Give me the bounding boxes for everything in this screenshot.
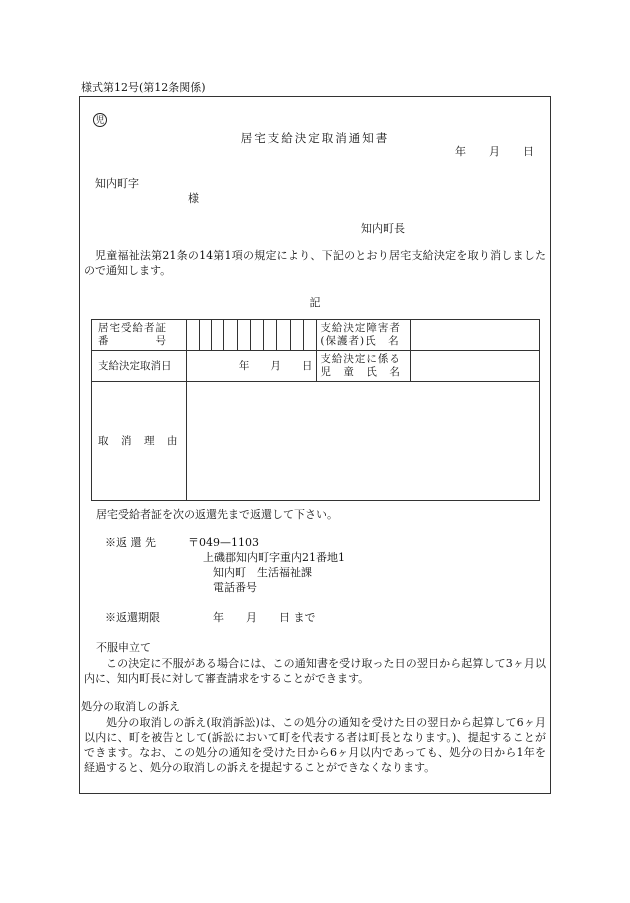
details-table <box>91 319 540 501</box>
cert-digit-cell[interactable] <box>187 320 199 351</box>
cancel-date-label: 支給決定取消日 <box>92 351 187 382</box>
return-zip: 〒049—1103 <box>188 536 259 549</box>
issuer: 知内町長 <box>361 222 405 235</box>
child-name-label: 支給決定に係る 児 童 氏 名 <box>317 351 410 382</box>
honorific: 様 <box>188 192 199 205</box>
guardian-name-label: 支給決定障害者 (保護者)氏 名 <box>317 320 410 351</box>
form-number-label: 様式第12号(第12条関係) <box>81 81 206 94</box>
child-name-field[interactable] <box>410 351 539 382</box>
cert-number-label: 居宅受給者証 番 号 <box>92 320 187 351</box>
intro-paragraph: 児童福祉法第21条の14第1項の規定により、下記のとおり居宅支給決定を取り消しましたので通知します。 <box>84 249 546 277</box>
cert-digit-cell[interactable] <box>211 320 223 351</box>
return-phone: 電話番号 <box>213 581 257 594</box>
guardian-name-field[interactable] <box>410 320 539 351</box>
cert-digit-cell[interactable] <box>250 320 263 351</box>
reason-label: 取 消 理 由 <box>92 382 187 501</box>
return-instruction: 居宅受給者証を次の返還先まで返還して下さい。 <box>96 508 338 521</box>
deadline-value: 年 月 日 まで <box>213 611 316 624</box>
objection-paragraph: この決定に不服がある場合には、この通知書を受け取った日の翌日から起算して3ヶ月以内に、知内町長に対して審査請求をすることができます。 <box>84 657 546 685</box>
addressee: 知内町字 <box>95 177 139 190</box>
cert-digit-cell[interactable] <box>277 320 290 351</box>
table-row <box>92 320 540 351</box>
ki-heading: 記 <box>309 296 321 309</box>
table-row <box>92 382 540 501</box>
cancel-date-field[interactable]: 年 月 日 <box>187 351 317 382</box>
objection-heading: 不服申立て <box>96 641 151 654</box>
date-month: 月 <box>489 145 501 158</box>
document-title: 居宅支給決定取消通知書 <box>240 131 390 145</box>
cert-digit-cell[interactable] <box>237 320 250 351</box>
deadline-label: ※返還期限 <box>105 611 160 624</box>
table-row <box>92 351 540 382</box>
return-department: 知内町 生活福祉課 <box>213 566 312 579</box>
cancellation-suit-paragraph: 処分の取消しの訴え(取消訴訟)は、この処分の通知を受けた日の翌日から起算して6ヶ月以内に、町を被告として(訴訟において町を代表する者は町長となります。)、提起することができます。なお、この処分の通知を受けた日から6ヶ月以内であっても、処分の日から1年を経過すると、処分の取消しの訴えを提起することができなくなります。 <box>84 716 546 774</box>
child-mark-icon: 児 <box>93 113 107 127</box>
reason-field[interactable] <box>187 382 540 501</box>
cert-digit-cell[interactable] <box>199 320 211 351</box>
date-day: 日 <box>523 145 535 158</box>
cert-digit-cell[interactable] <box>224 320 237 351</box>
cert-digit-cell[interactable] <box>304 320 317 351</box>
cert-digit-cell[interactable] <box>290 320 303 351</box>
return-address: 上磯郡知内町字重内21番地1 <box>203 551 345 564</box>
cancellation-suit-heading: 処分の取消しの訴え <box>81 700 180 713</box>
issue-date <box>455 145 535 159</box>
date-year: 年 <box>455 145 467 158</box>
cert-digit-cell[interactable] <box>264 320 277 351</box>
return-label: ※返 還 先 <box>105 536 156 549</box>
